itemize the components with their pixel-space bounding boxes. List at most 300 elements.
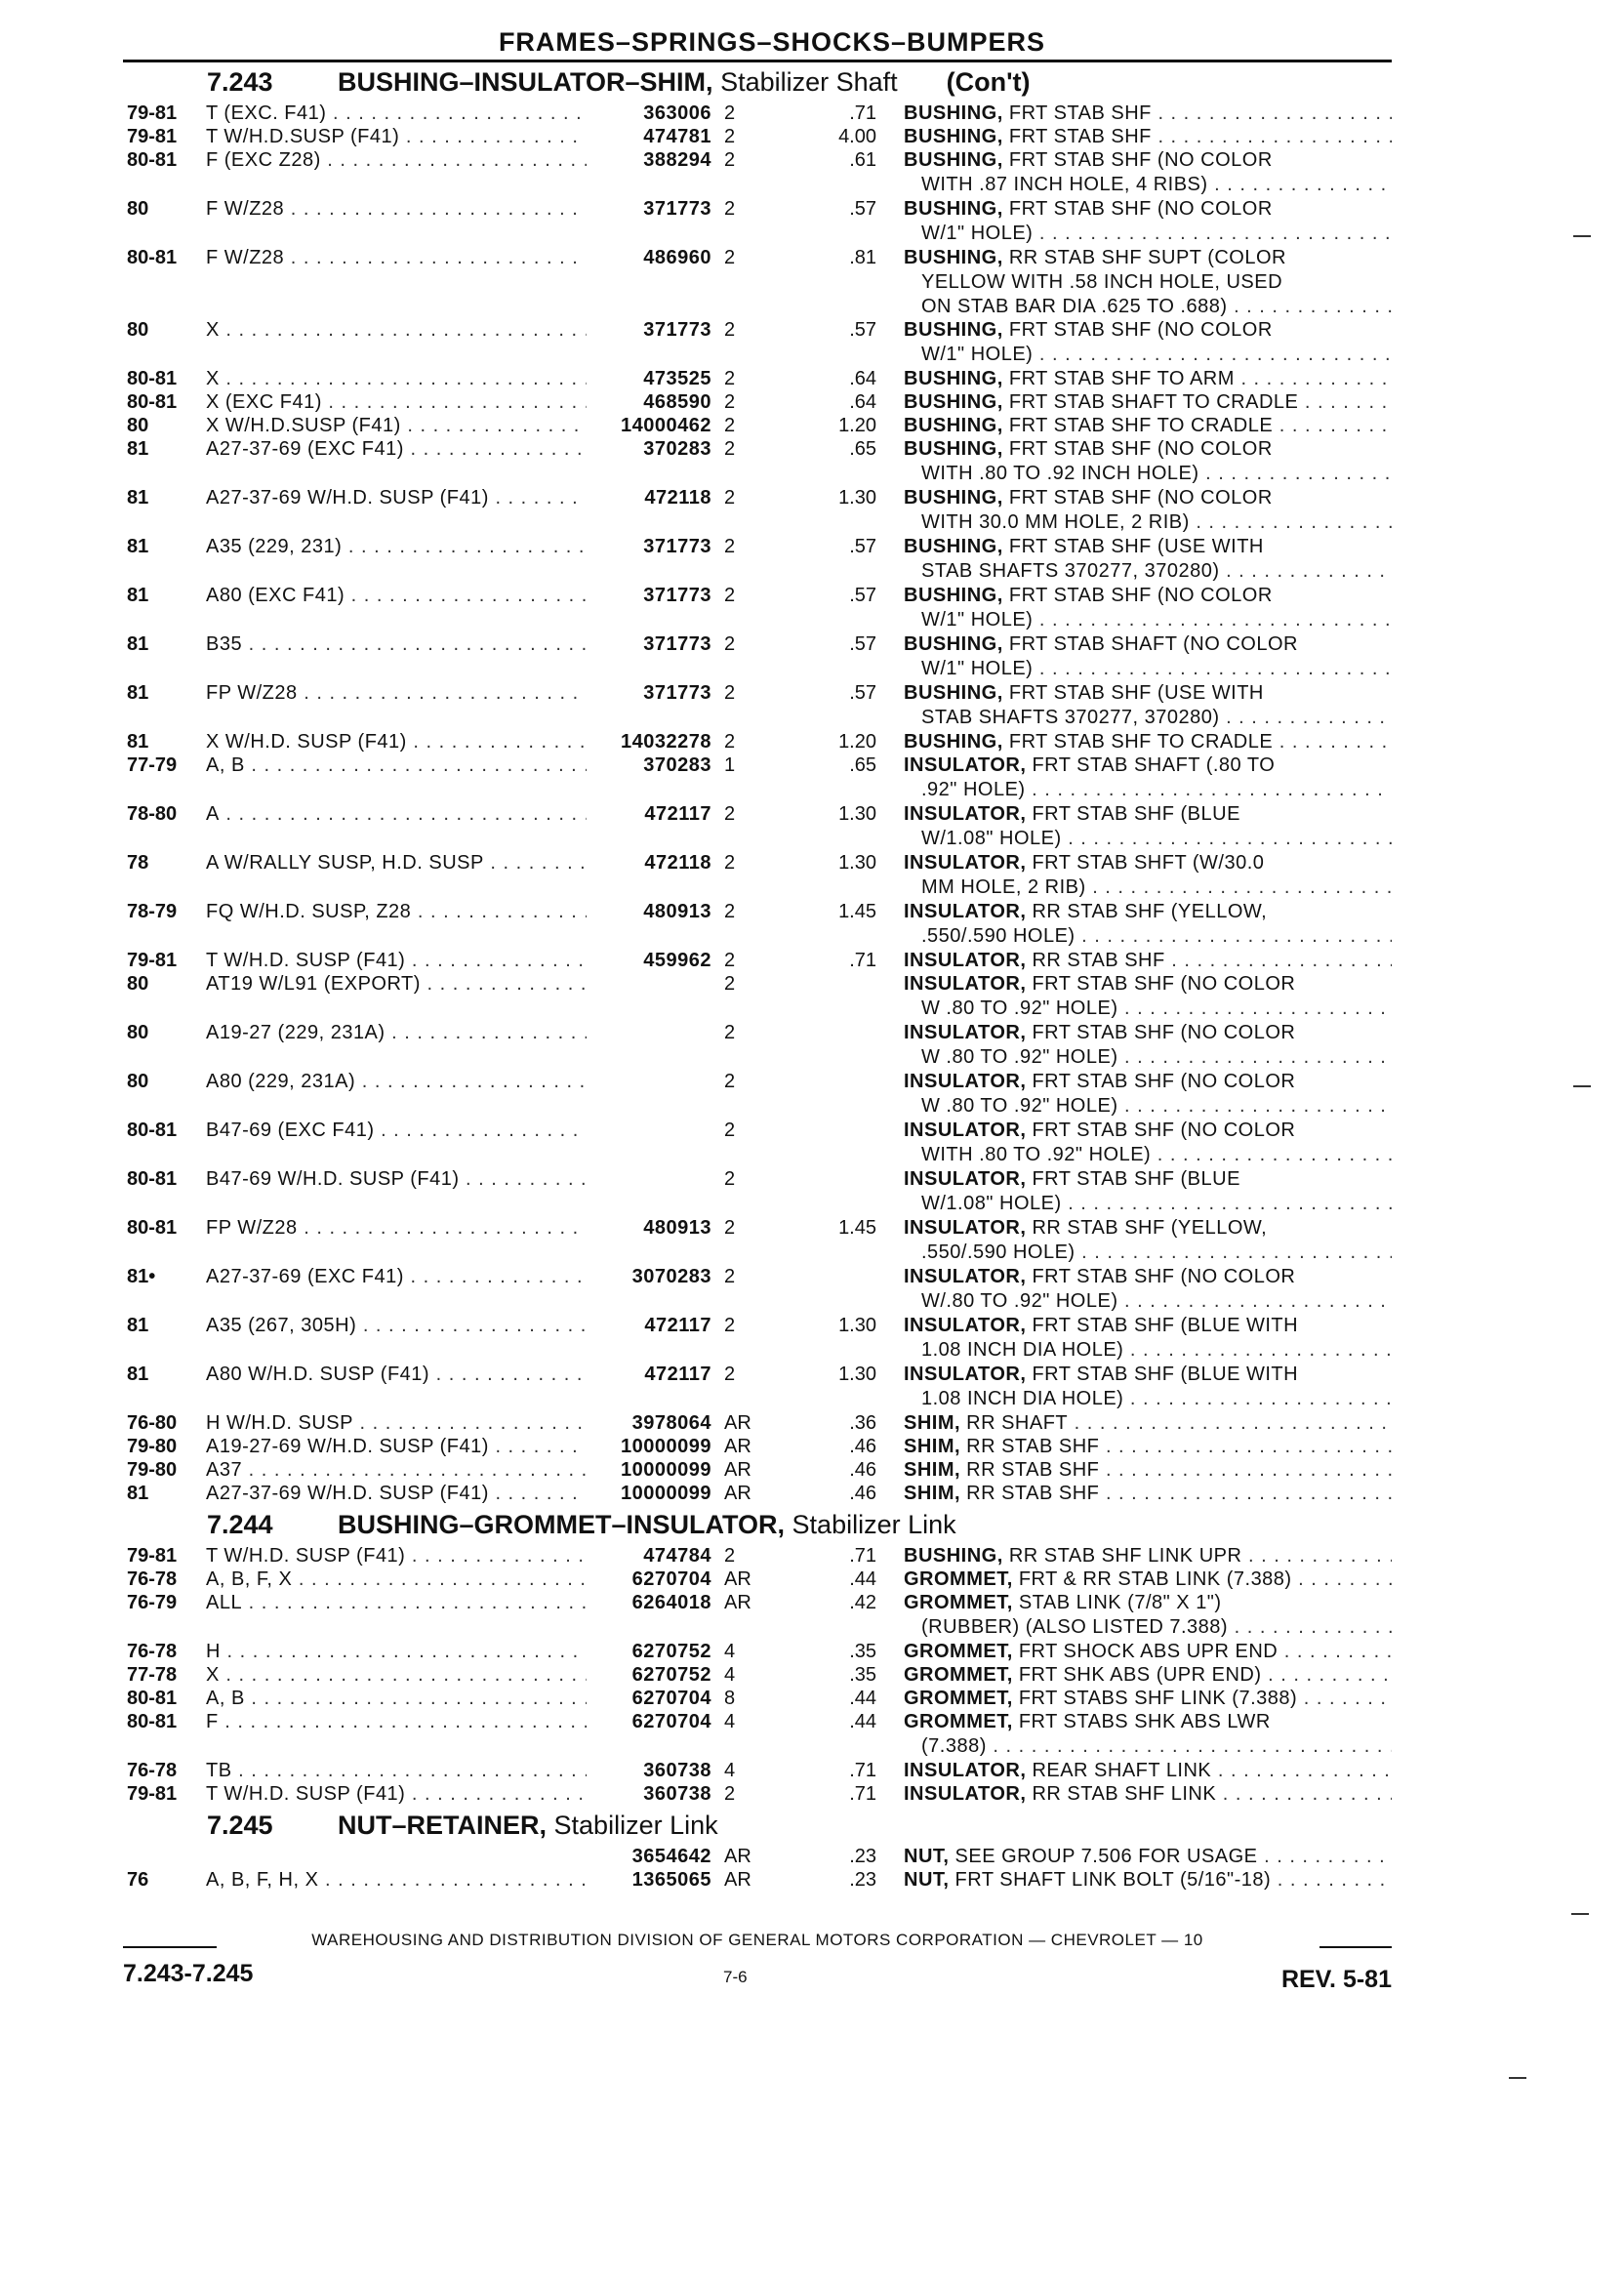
description-line xyxy=(904,1021,1392,1045)
part-description xyxy=(904,1021,1392,1070)
description-line xyxy=(904,222,1392,246)
description-line xyxy=(904,1663,1392,1688)
description-text: W .80 TO .92" HOLE) xyxy=(921,998,1118,1019)
part-number: 472118 xyxy=(644,487,711,509)
description-line xyxy=(904,730,1392,754)
description-line xyxy=(904,681,1392,706)
price: .65 xyxy=(849,438,876,460)
parts-row xyxy=(123,1021,1392,1070)
price: .23 xyxy=(849,1869,876,1891)
model-year: 79-81 xyxy=(127,102,178,124)
part-description xyxy=(904,584,1392,632)
model-code: A37 . . . xyxy=(206,1458,587,1482)
part-name-keyword: SHIM, xyxy=(904,1483,961,1504)
model-year: 79-81 xyxy=(127,1783,178,1805)
description-text: W/1" HOLE) xyxy=(921,658,1034,679)
parts-row xyxy=(123,1710,1392,1759)
part-number: 474781 xyxy=(643,126,711,147)
part-description xyxy=(904,802,1392,851)
description-text: FRT STAB SHF (NO COLOR xyxy=(1032,1022,1296,1043)
description-line xyxy=(904,1387,1392,1411)
part-number: 474784 xyxy=(643,1545,711,1567)
part-description xyxy=(904,1435,1392,1459)
model-code: T W/H.D.SUSP (F41) . . . xyxy=(206,125,587,148)
price: .46 xyxy=(849,1436,876,1457)
model-code: T (EXC. F41) . . . xyxy=(206,102,587,125)
footer-revision: REV. 5-81 xyxy=(1280,1966,1392,1993)
part-description xyxy=(904,390,1392,415)
description-line xyxy=(904,367,1392,391)
part-description xyxy=(904,1167,1392,1216)
part-number: 371773 xyxy=(643,682,711,704)
description-line xyxy=(904,1640,1392,1664)
part-name-keyword: BUSHING, xyxy=(904,438,1003,460)
part-number: 14000462 xyxy=(621,415,711,436)
price: .42 xyxy=(849,1592,876,1613)
description-text: YELLOW WITH .58 INCH HOLE, USED xyxy=(921,271,1283,293)
part-description xyxy=(904,1070,1392,1119)
part-name-keyword: BUSHING, xyxy=(904,682,1003,704)
part-number: 370283 xyxy=(643,438,711,460)
price: 1.30 xyxy=(838,487,876,509)
price: .57 xyxy=(849,633,876,655)
description-text: W/.80 TO .92" HOLE) xyxy=(921,1290,1118,1312)
part-name-keyword: INSULATOR, xyxy=(904,1315,1027,1336)
description-line xyxy=(904,706,1392,730)
description-line xyxy=(904,414,1392,438)
description-line xyxy=(904,295,1392,319)
part-name-keyword: INSULATOR, xyxy=(904,1168,1027,1190)
part-name-keyword: NUT, xyxy=(904,1846,950,1867)
part-number: 371773 xyxy=(643,585,711,606)
description-line xyxy=(904,343,1392,367)
part-name-keyword: GROMMET, xyxy=(904,1711,1013,1732)
section-number: 7.243 xyxy=(207,67,273,97)
part-number: 10000099 xyxy=(621,1459,711,1481)
part-description xyxy=(904,1782,1392,1807)
quantity: 2 xyxy=(724,149,736,171)
model-year: 78 xyxy=(127,852,149,874)
model-code: TB . . . xyxy=(206,1759,587,1782)
description-line xyxy=(904,437,1392,462)
model-year: 76-78 xyxy=(127,1641,178,1662)
quantity: AR xyxy=(724,1568,751,1590)
description-text: FRT STAB SHF xyxy=(1008,126,1152,147)
quantity: 2 xyxy=(724,901,736,922)
description-text: RR STAB SHF (YELLOW, xyxy=(1032,1217,1268,1239)
margin-mark xyxy=(1509,2077,1526,2079)
description-line xyxy=(904,1615,1392,1640)
description-line xyxy=(904,1314,1392,1338)
price: 1.45 xyxy=(838,901,876,922)
quantity: 2 xyxy=(724,1266,736,1287)
price: .44 xyxy=(849,1711,876,1732)
model-year: 81 xyxy=(127,633,149,655)
description-text: FRT STABS SHK ABS LWR xyxy=(1018,1711,1271,1732)
parts-row xyxy=(123,318,1392,367)
parts-row xyxy=(123,197,1392,246)
description-text: WITH .80 TO .92 INCH HOLE) xyxy=(921,463,1199,484)
description-line xyxy=(904,1143,1392,1167)
part-description xyxy=(904,1640,1392,1664)
price: 1.20 xyxy=(838,731,876,753)
parts-row xyxy=(123,681,1392,730)
description-text: RR STAB SHF SUPT (COLOR xyxy=(1008,247,1286,268)
part-description xyxy=(904,900,1392,949)
part-description xyxy=(904,1265,1392,1314)
model-code: AT19 W/L91 (EXPORT) . . . xyxy=(206,972,587,996)
section-continued: (Con't) xyxy=(946,67,1031,97)
parts-row xyxy=(123,802,1392,851)
description-text: RR STAB SHF (YELLOW, xyxy=(1032,901,1268,922)
model-year: 80 xyxy=(127,198,149,220)
quantity: 2 xyxy=(724,1315,736,1336)
price: 1.30 xyxy=(838,852,876,874)
model-code: H . . . xyxy=(206,1640,587,1663)
price: .23 xyxy=(849,1846,876,1867)
part-name-keyword: BUSHING, xyxy=(904,536,1003,557)
description-line xyxy=(904,102,1392,126)
description-line xyxy=(904,584,1392,608)
description-line xyxy=(904,1435,1392,1459)
price: .44 xyxy=(849,1688,876,1709)
price: .35 xyxy=(849,1664,876,1686)
model-year: 80-81 xyxy=(127,368,178,389)
description-text: W .80 TO .92" HOLE) xyxy=(921,1046,1118,1068)
part-description xyxy=(904,1591,1392,1640)
part-number: 472117 xyxy=(644,1364,711,1385)
part-description xyxy=(904,753,1392,802)
part-description xyxy=(904,1482,1392,1506)
description-line xyxy=(904,1338,1392,1363)
parts-row xyxy=(123,1568,1392,1591)
section-heading xyxy=(123,62,1392,102)
part-name-keyword: BUSHING, xyxy=(904,633,1003,655)
description-line xyxy=(904,390,1392,415)
part-name-keyword: INSULATOR, xyxy=(904,901,1027,922)
section-subtitle: Stabilizer Link xyxy=(792,1510,956,1539)
part-description xyxy=(904,632,1392,681)
model-code: X W/H.D. SUSP (F41) . . . xyxy=(206,730,587,753)
parts-row xyxy=(123,730,1392,753)
part-name-keyword: BUSHING, xyxy=(904,247,1003,268)
model-code: A27-37-69 (EXC F41) . . . xyxy=(206,1265,587,1288)
part-number: 472117 xyxy=(644,803,711,825)
part-name-keyword: SHIM, xyxy=(904,1459,961,1481)
parts-row xyxy=(123,414,1392,437)
part-description xyxy=(904,1663,1392,1688)
section-title: BUSHING–INSULATOR–SHIM, xyxy=(338,67,713,97)
part-name-keyword: BUSHING, xyxy=(904,319,1003,341)
part-description xyxy=(904,851,1392,900)
part-name-keyword: INSULATOR, xyxy=(904,1364,1027,1385)
model-year: 80-81 xyxy=(127,149,178,171)
model-year: 76-80 xyxy=(127,1412,178,1434)
parts-row xyxy=(123,102,1392,125)
description-text: FRT STAB SHF (NO COLOR xyxy=(1032,1071,1296,1092)
model-year: 77-79 xyxy=(127,754,178,776)
footer-page-number: 7-6 xyxy=(723,1968,748,1986)
description-text: FRT STAB SHAFT (NO COLOR xyxy=(1008,633,1298,655)
quantity: 4 xyxy=(724,1641,736,1662)
model-code: A27-37-69 (EXC F41) . . . xyxy=(206,437,587,461)
description-text: .92" HOLE) xyxy=(921,779,1026,800)
part-name-keyword: SHIM, xyxy=(904,1436,961,1457)
model-code: A19-27 (229, 231A) . . . xyxy=(206,1021,587,1044)
model-code: A . . . xyxy=(206,802,587,826)
price: 1.30 xyxy=(838,1364,876,1385)
quantity: 2 xyxy=(724,1364,736,1385)
parts-row xyxy=(123,1363,1392,1411)
margin-mark xyxy=(1573,235,1591,237)
catalog-page xyxy=(123,27,1392,1892)
price: .57 xyxy=(849,585,876,606)
model-code: A35 (229, 231) . . . xyxy=(206,535,587,558)
description-line xyxy=(904,1289,1392,1314)
part-name-keyword: GROMMET, xyxy=(904,1641,1013,1662)
description-line xyxy=(904,1544,1392,1568)
description-text: FRT STAB SHF (NO COLOR xyxy=(1032,1266,1296,1287)
parts-row xyxy=(123,148,1392,197)
model-year: 78-79 xyxy=(127,901,178,922)
section-subtitle: Stabilizer Link xyxy=(553,1811,718,1840)
quantity: 2 xyxy=(724,682,736,704)
model-code: A W/RALLY SUSP, H.D. SUSP . . . xyxy=(206,851,587,875)
description-line xyxy=(904,1687,1392,1711)
part-number: 3070283 xyxy=(631,1266,711,1287)
description-line xyxy=(904,997,1392,1021)
description-text: RR STAB SHF xyxy=(966,1436,1100,1457)
description-text: FRT STAB SHF (NO COLOR xyxy=(1008,438,1273,460)
quantity: 2 xyxy=(724,585,736,606)
description-text: FRT & RR STAB LINK (7.388) xyxy=(1018,1568,1292,1590)
part-name-keyword: BUSHING, xyxy=(904,731,1003,753)
parts-row xyxy=(123,1070,1392,1119)
part-description xyxy=(904,246,1392,319)
part-name-keyword: BUSHING, xyxy=(904,415,1003,436)
parts-row xyxy=(123,1119,1392,1167)
part-number: 3654642 xyxy=(631,1846,711,1867)
model-code: A, B . . . xyxy=(206,1687,587,1710)
part-number: 480913 xyxy=(643,1217,711,1239)
price: .64 xyxy=(849,368,876,389)
parts-row xyxy=(123,246,1392,318)
description-text: ON STAB BAR DIA .625 TO .688) xyxy=(921,296,1228,317)
parts-row xyxy=(123,1687,1392,1710)
model-year: 80-81 xyxy=(127,1120,178,1141)
price: .57 xyxy=(849,682,876,704)
description-text: FRT STAB SHF (NO COLOR xyxy=(1008,487,1273,509)
description-line xyxy=(904,1759,1392,1783)
part-description xyxy=(904,1363,1392,1411)
quantity: 2 xyxy=(724,633,736,655)
part-name-keyword: INSULATOR, xyxy=(904,973,1027,995)
price: 1.30 xyxy=(838,1315,876,1336)
part-number: 360738 xyxy=(643,1783,711,1805)
description-line xyxy=(904,148,1392,173)
description-text: (RUBBER) (ALSO LISTED 7.388) xyxy=(921,1616,1229,1638)
parts-row xyxy=(123,390,1392,414)
part-name-keyword: INSULATOR, xyxy=(904,1120,1027,1141)
description-line xyxy=(904,246,1392,270)
description-line xyxy=(904,1568,1392,1592)
model-code: H W/H.D. SUSP . . . xyxy=(206,1411,587,1435)
price: .57 xyxy=(849,319,876,341)
model-year: 80 xyxy=(127,1022,149,1043)
quantity: 2 xyxy=(724,803,736,825)
part-number: 6264018 xyxy=(631,1592,711,1613)
model-code: ALL . . . xyxy=(206,1591,587,1614)
footer-rule-right xyxy=(1320,1946,1392,1948)
parts-row xyxy=(123,1868,1392,1892)
description-line xyxy=(904,1265,1392,1289)
model-year: 81• xyxy=(127,1266,156,1287)
price: .64 xyxy=(849,391,876,413)
description-line xyxy=(904,1216,1392,1241)
model-year: 76-79 xyxy=(127,1592,178,1613)
part-name-keyword: GROMMET, xyxy=(904,1568,1013,1590)
price: .57 xyxy=(849,198,876,220)
description-line xyxy=(904,827,1392,851)
description-line xyxy=(904,125,1392,149)
part-number: 388294 xyxy=(643,149,711,171)
part-number: 473525 xyxy=(643,368,711,389)
section-number: 7.244 xyxy=(207,1510,273,1539)
section-subtitle: Stabilizer Shaft xyxy=(720,67,898,97)
part-description xyxy=(904,1845,1392,1869)
part-name-keyword: GROMMET, xyxy=(904,1592,1013,1613)
description-text: FRT STAB SHF (BLUE xyxy=(1032,1168,1240,1190)
model-year: 76-78 xyxy=(127,1760,178,1781)
price: .71 xyxy=(849,950,876,971)
part-number: 371773 xyxy=(643,319,711,341)
price: .71 xyxy=(849,1760,876,1781)
part-number: 3978064 xyxy=(631,1412,711,1434)
price: .71 xyxy=(849,1545,876,1567)
part-description xyxy=(904,1710,1392,1759)
price: .71 xyxy=(849,102,876,124)
description-text: FRT STAB SHF (BLUE xyxy=(1032,803,1240,825)
part-description xyxy=(904,949,1392,973)
quantity: 1 xyxy=(724,754,736,776)
parts-row xyxy=(123,851,1392,900)
part-description xyxy=(904,367,1392,391)
model-year: 77-78 xyxy=(127,1664,178,1686)
quantity: 2 xyxy=(724,415,736,436)
part-description xyxy=(904,1687,1392,1711)
parts-row xyxy=(123,1167,1392,1216)
quantity: 2 xyxy=(724,536,736,557)
part-name-keyword: BUSHING, xyxy=(904,391,1003,413)
model-code: A, B . . . xyxy=(206,753,587,777)
quantity: AR xyxy=(724,1459,751,1481)
model-year: 80 xyxy=(127,415,149,436)
quantity: 2 xyxy=(724,1120,736,1141)
parts-row xyxy=(123,1663,1392,1687)
quantity: 2 xyxy=(724,1022,736,1043)
description-text: W/1" HOLE) xyxy=(921,223,1034,244)
model-code: X (EXC F41) . . . xyxy=(206,390,587,414)
part-number: 10000099 xyxy=(621,1436,711,1457)
quantity: 2 xyxy=(724,950,736,971)
parts-row xyxy=(123,1482,1392,1505)
catalog-sections xyxy=(123,62,1392,1892)
part-number: 371773 xyxy=(643,633,711,655)
part-number: 10000099 xyxy=(621,1483,711,1504)
part-description xyxy=(904,125,1392,149)
model-code: T W/H.D. SUSP (F41) . . . xyxy=(206,1782,587,1806)
model-code: A80 W/H.D. SUSP (F41) . . . xyxy=(206,1363,587,1386)
parts-row xyxy=(123,1265,1392,1314)
description-text: FRT STAB SHF (NO COLOR xyxy=(1032,973,1296,995)
model-year: 81 xyxy=(127,438,149,460)
quantity: AR xyxy=(724,1592,751,1613)
quantity: 2 xyxy=(724,1545,736,1567)
description-text: 1.08 INCH DIA HOLE) xyxy=(921,1388,1124,1409)
section-title: NUT–RETAINER, xyxy=(338,1811,548,1840)
description-text: FRT STAB SHF (USE WITH xyxy=(1008,536,1264,557)
description-line xyxy=(904,851,1392,875)
model-code: X . . . xyxy=(206,1663,587,1687)
section-heading xyxy=(123,1806,1392,1845)
price: .81 xyxy=(849,247,876,268)
description-text: STAB SHAFTS 370277, 370280) xyxy=(921,560,1220,582)
description-line xyxy=(904,608,1392,632)
quantity: 4 xyxy=(724,1760,736,1781)
description-text: FRT STAB SHF (NO COLOR xyxy=(1008,585,1273,606)
model-year: 80-81 xyxy=(127,1168,178,1190)
parts-row xyxy=(123,584,1392,632)
parts-row xyxy=(123,632,1392,681)
description-line xyxy=(904,510,1392,535)
description-text: RR STAB SHF LINK UPR xyxy=(1008,1545,1242,1567)
quantity: AR xyxy=(724,1846,751,1867)
description-line xyxy=(904,486,1392,510)
model-code: A80 (EXC F41) . . . xyxy=(206,584,587,607)
description-text: FRT STAB SHF TO CRADLE xyxy=(1008,731,1274,753)
parts-row xyxy=(123,972,1392,1021)
part-description xyxy=(904,535,1392,584)
model-code: X . . . xyxy=(206,318,587,342)
price: 1.45 xyxy=(838,1217,876,1239)
description-text: STAB SHAFTS 370277, 370280) xyxy=(921,707,1220,728)
part-name-keyword: BUSHING, xyxy=(904,585,1003,606)
description-line xyxy=(904,1241,1392,1265)
quantity: 2 xyxy=(724,247,736,268)
description-line xyxy=(904,1458,1392,1483)
part-description xyxy=(904,972,1392,1021)
description-line xyxy=(904,318,1392,343)
model-year: 81 xyxy=(127,1483,149,1504)
description-text: FRT STAB SHF (NO COLOR xyxy=(1008,198,1273,220)
quantity: AR xyxy=(724,1412,751,1434)
description-line xyxy=(904,1094,1392,1119)
part-number: 360738 xyxy=(643,1760,711,1781)
description-text: FRT STABS SHF LINK (7.388) xyxy=(1018,1688,1298,1709)
description-line xyxy=(904,462,1392,486)
footer-division-line xyxy=(123,1931,1392,1956)
quantity: 2 xyxy=(724,852,736,874)
description-text: (7.388) xyxy=(921,1735,987,1757)
parts-row xyxy=(123,1640,1392,1663)
description-text: W/1.08" HOLE) xyxy=(921,828,1062,849)
description-line xyxy=(904,924,1392,949)
description-text: FRT STAB SHF (BLUE WITH xyxy=(1032,1364,1299,1385)
description-text: WITH .87 INCH HOLE, 4 RIBS) xyxy=(921,174,1208,195)
part-name-keyword: INSULATOR, xyxy=(904,1022,1027,1043)
footer-rule-left xyxy=(123,1946,217,1948)
quantity: 2 xyxy=(724,368,736,389)
